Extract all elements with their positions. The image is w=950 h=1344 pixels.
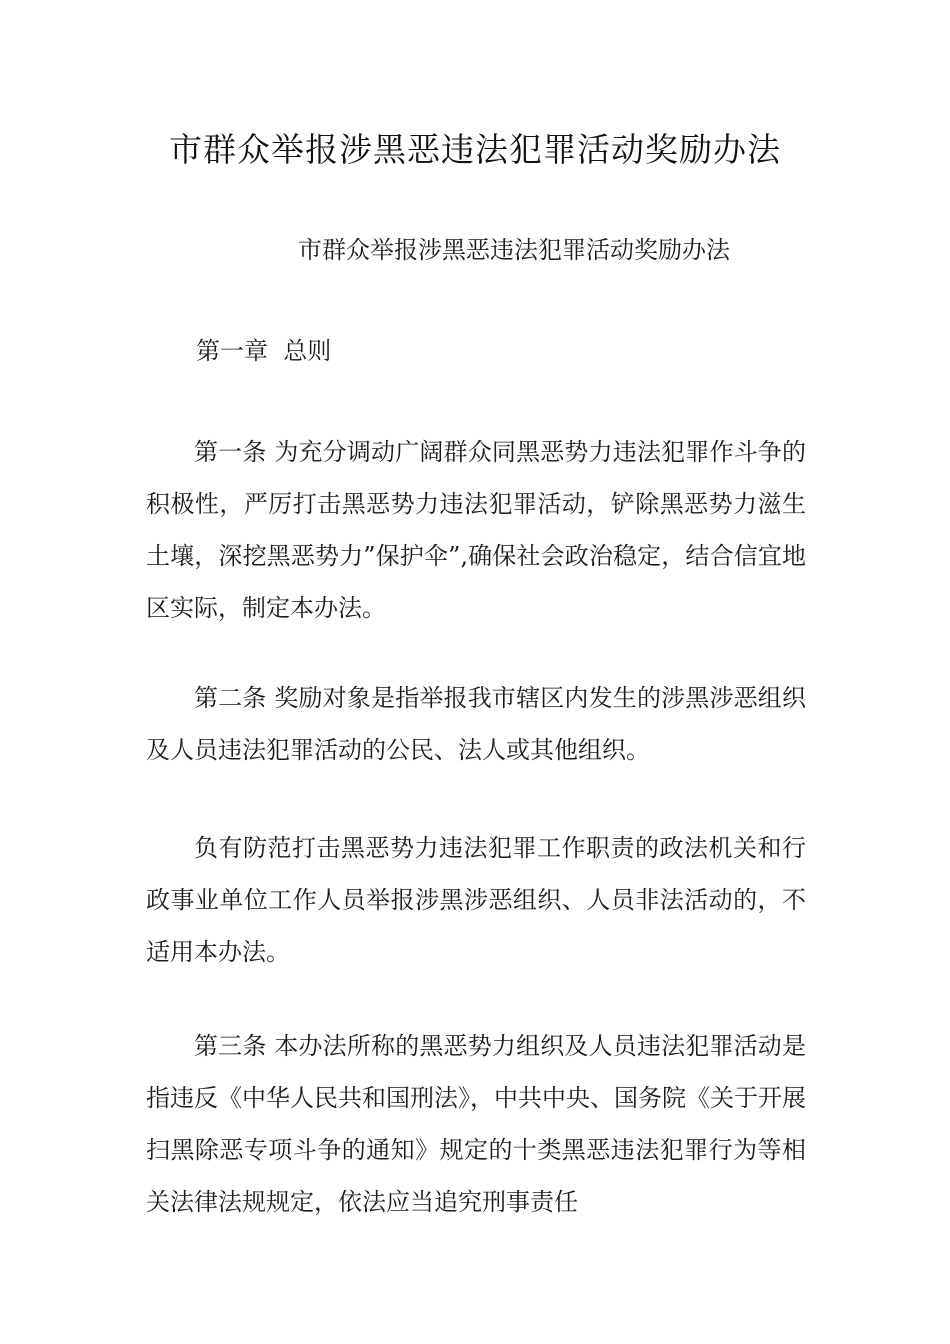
article-2-paragraph: 第二条 奖励对象是指举报我市辖区内发生的涉黑涉恶组织及人员违法犯罪活动的公民、法人或其他组织。: [146, 684, 806, 764]
article-2-note-paragraph: 负有防范打击黑恶势力违法犯罪工作职责的政法机关和行政事业单位工作人员举报涉黑涉恶组织、人员非法活动的，不适用本办法。: [146, 834, 806, 966]
document-subtitle: 市群众举报涉黑恶违法犯罪活动奖励办法: [298, 236, 730, 264]
document-title: 市群众举报涉黑恶违法犯罪活动奖励办法: [169, 130, 781, 169]
article-1-paragraph: 第一条 为充分调动广阔群众同黑恶势力违法犯罪作斗争的积极性，严厉打击黑恶势力违法犯罪活动，铲除黑恶势力滋生土壤，深挖黑恶势力”保护伞”,确保社会政治稳定，结合信宜地区实际，制定本办法。: [146, 438, 806, 622]
chapter-heading: 第一章 总则: [196, 337, 332, 365]
article-3-paragraph: 第三条 本办法所称的黑恶势力组织及人员违法犯罪活动是指违反《中华人民共和国刑法》，中共中央、国务院《关于开展扫黑除恶专项斗争的通知》规定的十类黑恶违法犯罪行为等相关法律法规规定，依法应当追究刑事责任: [146, 1032, 806, 1216]
